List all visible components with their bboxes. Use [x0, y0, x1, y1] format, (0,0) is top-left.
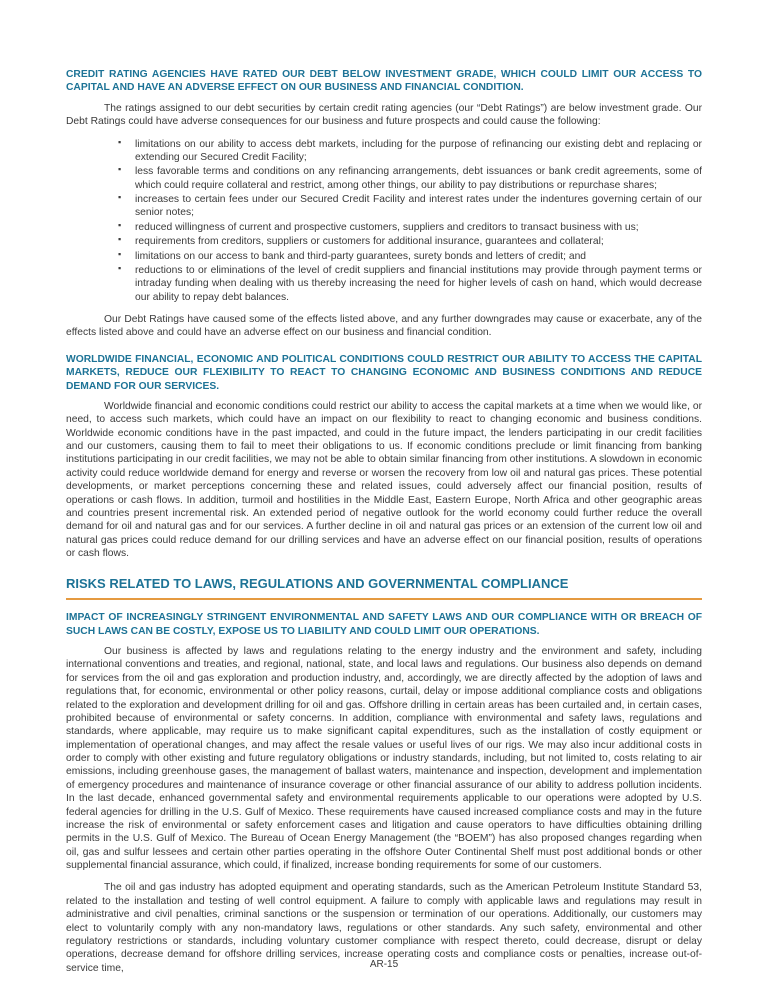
page-number: AR-15	[369, 959, 399, 970]
paragraph-worldwide-conditions: Worldwide financial and economic conditions could restrict our ability to access the capital markets at a time when we would like, or need, to access such markets, which could have an impact on our flexibility to react to changing economic and business conditions. Worldwide economic conditions have in the past impacted, and could in the future impact, the lenders participating in our credit facilities and our customers, causing them to fail to meet their obligations to us. If economic conditions preclude or limit financing from banking institutions participating in our credit facilities, we may not be able to obtain similar financing from other institutions. A slowdown in economic activity could reduce worldwide demand for energy and reverse or worsen the recovery from low oil and natural gas prices. These potential developments, or market perceptions concerning these and related issues, could adversely affect our financial position, results of operations or cash flows. In addition, turmoil and hostilities in the Middle East, Eastern Europe, North Africa and other geographic areas and countries present incremental risk. An extended period of negative outlook for the world economy could further reduce the overall demand for oil and natural gas and for our services. A further decline in oil and natural gas prices or an extension of the current low oil and natural gas prices could reduce demand for our drilling services and have an adverse effect on our financial position, results of operations or cash flows.	[66, 400, 702, 559]
bullet-item: ▪ reductions to or eliminations of the level of credit suppliers and financial institutions may provide through payment terms or intraday funding when dealing with us thereby increasing the need for higher levels of cash on hand, which would decrease our ability to repay debt balances.	[112, 264, 702, 304]
paragraph-environmental-laws-2: The oil and gas industry has adopted equipment and operating standards, such as the American Petroleum Institute Standard 53, related to the installation and testing of well control equipment. A failure to comply with applicable laws and regulations may result in administrative and civil penalties, criminal sanctions or the suspension or termination of our operations. Additionally, our customers may elect to voluntarily comply with any non-mandatory laws, regulations or other standards. Any such safety, environmental and other regulatory restrictions or standards, including voluntary customer compliance with respect thereto, could decrease, disrupt or delay operations, decrease demand for offshore drilling services, increase operating costs and compliance costs or penalties, increase out-of-service time,	[66, 882, 702, 974]
bullet-item: ▪ limitations on our access to bank and third-party guarantees, surety bonds and letters of credit; and	[112, 250, 702, 263]
paragraph-credit-rating-closing: Our Debt Ratings have caused some of the effects listed above, and any further downgrades may cause or exacerbate, any of the effects listed above and could have an adverse effect on our business and financial condition.	[66, 314, 702, 339]
paragraph-environmental-laws-1: Our business is affected by laws and regulations relating to the energy industry and the environment and safety, including international conventions and treaties, and regional, national, state, and local laws and regulations. Our business also depends on demand for services from the oil and gas exploration and production industry, and, accordingly, we are directly affected by the adoption of laws and regulations that, for economic, environmental or other policy reasons, curtail, delay or impose additional compliance costs and obligations related to the exploration and development drilling for oil and gas. Offshore drilling in certain areas has been curtailed and, in certain cases, prohibited because of environmental or safety concerns. In addition, compliance with environmental and safety laws, regulations and standards, where applicable, may require us to make significant capital expenditures, such as the installation of costly equipment or implementation of operational changes, and may affect the resale values or useful lives of our rigs. We may also incur additional costs in order to comply with other existing and future regulatory obligations or industry standards, including, but not limited to, costs relating to air emissions, including greenhouse gases, the management of ballast waters, maintenance and inspection, development and implementation of emergency procedures and maintenance of insurance coverage or other financial assurance of our ability to address pollution incidents. In the last decade, enhanced governmental safety and environmental requirements applicable to our operations were adopted by U.S. federal agencies for drilling in the U.S. Gulf of Mexico. These requirements have caused increased compliance costs and may in the future increase the risk of environmental or safety enforcement cases and litigation and cause operators to have difficulties obtaining drilling permits in the U.S. Gulf of Mexico. The Bureau of Ocean Energy Management (the “BOEM”) has also proposed changes regarding when oil, gas and sulfur lessees and certain other parties operating in the offshore Outer Continental Shelf must post additional bonds or other supplemental financial assurance, which could, if finalized, increase bonding requirements for some of our customers.	[66, 646, 702, 872]
risk-heading-worldwide-conditions: WORLDWIDE FINANCIAL, ECONOMIC AND POLITICAL CONDITIONS COULD RESTRICT OUR ABILITY TO ACCESS THE CAPITAL MARKETS, REDUCE OUR FLEXIBILITY TO REACT TO CHANGING ECONOMIC AND BUSINESS CONDITIONS AND REDUCE DEMAND FOR OUR SERVICES.	[66, 353, 702, 392]
bullet-item: ▪ increases to certain fees under our Secured Credit Facility and interest rates under the indentures governing certain of our senior notes;	[112, 193, 702, 220]
bullet-item: ▪ less favorable terms and conditions on any refinancing arrangements, debt issuances or bank credit agreements, some of which could require collateral and restrict, among other things, our ability to pay distributions or repurchase shares;	[112, 165, 702, 192]
bullet-item: ▪ requirements from creditors, suppliers or customers for additional insurance, guarantees and collateral;	[112, 235, 702, 248]
paragraph-credit-rating-intro: The ratings assigned to our debt securities by certain credit rating agencies (our “Debt Ratings”) are below investment grade. Our Debt Ratings could have adverse consequences for our business and future prospects and could cause the following:	[66, 102, 702, 128]
credit-rating-bullet-list	[66, 138, 702, 305]
risk-heading-environmental-laws: IMPACT OF INCREASINGLY STRINGENT ENVIRONMENTAL AND SAFETY LAWS AND OUR COMPLIANCE WITH OR BREACH OF SUCH LAWS CAN BE COSTLY, EXPOSE US TO LIABILITY AND COULD LIMIT OUR OPERATIONS.	[66, 612, 702, 637]
risk-heading-credit-rating: CREDIT RATING AGENCIES HAVE RATED OUR DEBT BELOW INVESTMENT GRADE, WHICH COULD LIMIT OUR ACCESS TO CAPITAL AND HAVE AN ADVERSE EFFECT ON OUR BUSINESS AND FINANCIAL CONDITION.	[66, 69, 702, 94]
bullet-item: ▪ reduced willingness of current and prospective customers, suppliers and creditors to transact business with us;	[112, 221, 702, 234]
section-title-laws-regulations: RISKS RELATED TO LAWS, REGULATIONS AND GOVERNMENTAL COMPLIANCE	[66, 576, 702, 600]
bullet-item: ▪ limitations on our ability to access debt markets, including for the purpose of refinancing our existing debt and replacing or extending our Secured Credit Facility;	[112, 138, 702, 165]
